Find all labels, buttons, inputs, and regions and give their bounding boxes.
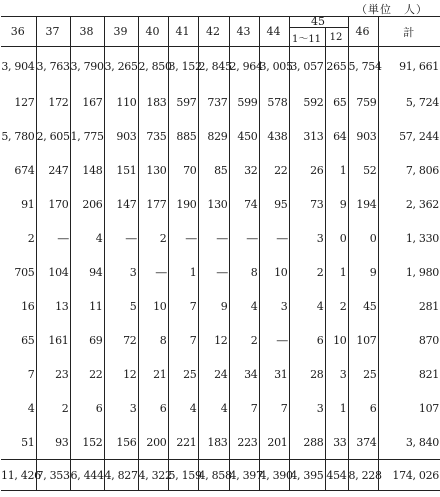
column-header: 36 bbox=[1, 17, 36, 47]
column-header: 39 bbox=[104, 17, 138, 47]
table-cell: 247 bbox=[36, 153, 70, 187]
table-row bbox=[1, 391, 440, 425]
table-cell: 6 bbox=[138, 391, 168, 425]
table-cell: 147 bbox=[104, 187, 138, 221]
table-cell: 903 bbox=[104, 119, 138, 153]
table-cell: 1 bbox=[325, 255, 348, 289]
table-cell: 3, 265 bbox=[104, 47, 138, 86]
table-cell: 130 bbox=[198, 187, 229, 221]
table-cell: 152 bbox=[70, 425, 104, 460]
table-cell: 190 bbox=[168, 187, 198, 221]
total-cell: 4, 390 bbox=[259, 460, 289, 491]
table-cell: 3 bbox=[104, 255, 138, 289]
table-cell: 130 bbox=[138, 153, 168, 187]
table-cell: 597 bbox=[168, 85, 198, 119]
table-cell: 578 bbox=[259, 85, 289, 119]
table-cell: 1 bbox=[168, 255, 198, 289]
table-cell: 65 bbox=[325, 85, 348, 119]
table-cell: ― bbox=[259, 323, 289, 357]
table-cell: 6 bbox=[348, 391, 378, 425]
table-row bbox=[1, 289, 440, 323]
table-cell: 93 bbox=[36, 425, 70, 460]
table-cell: 4 bbox=[70, 221, 104, 255]
table-cell: 172 bbox=[36, 85, 70, 119]
column-header: 44 bbox=[259, 17, 289, 47]
table-cell: 7, 806 bbox=[378, 153, 440, 187]
table-cell: 885 bbox=[168, 119, 198, 153]
table-cell: 1 bbox=[325, 153, 348, 187]
table-cell: 1, 980 bbox=[378, 255, 440, 289]
table-cell: 183 bbox=[138, 85, 168, 119]
table-row bbox=[1, 85, 440, 119]
table-cell: 0 bbox=[325, 221, 348, 255]
table-cell: 4 bbox=[289, 289, 325, 323]
total-cell: 4, 322 bbox=[138, 460, 168, 491]
table-cell: 13 bbox=[36, 289, 70, 323]
table-row bbox=[1, 187, 440, 221]
total-cell: 8, 228 bbox=[348, 460, 378, 491]
table-cell: 2, 605 bbox=[36, 119, 70, 153]
table-cell: 3, 057 bbox=[289, 47, 325, 86]
table-cell: 2, 850 bbox=[138, 47, 168, 86]
total-cell: 4, 397 bbox=[229, 460, 259, 491]
table-cell: 2, 362 bbox=[378, 187, 440, 221]
table-cell: 45 bbox=[348, 289, 378, 323]
table-cell: 599 bbox=[229, 85, 259, 119]
table-cell: 6 bbox=[289, 323, 325, 357]
table-cell: 7 bbox=[27, 367, 35, 381]
table-cell: ― bbox=[229, 221, 259, 255]
table-cell: 3 bbox=[104, 391, 138, 425]
table-cell: 5, 780 bbox=[1, 129, 35, 143]
table-cell: 34 bbox=[229, 357, 259, 391]
table-cell: 2 bbox=[229, 323, 259, 357]
table-cell: 0 bbox=[348, 221, 378, 255]
table-cell: 201 bbox=[259, 425, 289, 460]
table-cell: 3 bbox=[325, 357, 348, 391]
table-cell: 6 bbox=[70, 391, 104, 425]
table-cell: 170 bbox=[36, 187, 70, 221]
table-cell: 16 bbox=[21, 299, 35, 313]
table-cell: 829 bbox=[198, 119, 229, 153]
table-cell: 22 bbox=[259, 153, 289, 187]
table-cell: 7 bbox=[229, 391, 259, 425]
table-cell: 903 bbox=[348, 119, 378, 153]
table-cell: ― bbox=[259, 221, 289, 255]
table-cell: 4 bbox=[229, 289, 259, 323]
table-cell: ― bbox=[36, 221, 70, 255]
table-cell: ― bbox=[104, 221, 138, 255]
table-cell: 12 bbox=[198, 323, 229, 357]
table-cell: 5, 724 bbox=[378, 85, 440, 119]
total-row bbox=[1, 460, 440, 491]
table-cell: 70 bbox=[168, 153, 198, 187]
table-cell: 8 bbox=[229, 255, 259, 289]
total-cell: 7, 353 bbox=[36, 460, 70, 491]
table-cell: ― bbox=[198, 221, 229, 255]
table-cell: 705 bbox=[14, 265, 35, 279]
table-cell: 32 bbox=[229, 153, 259, 187]
table-cell: 2 bbox=[289, 255, 325, 289]
table-cell: 1, 775 bbox=[70, 119, 104, 153]
table-row bbox=[1, 153, 440, 187]
table-row bbox=[1, 119, 440, 153]
table-cell: 23 bbox=[36, 357, 70, 391]
table-cell: 10 bbox=[138, 289, 168, 323]
table-cell: ― bbox=[198, 255, 229, 289]
table-row bbox=[1, 221, 440, 255]
table-cell: 10 bbox=[259, 255, 289, 289]
column-header: 40 bbox=[138, 17, 168, 47]
table-cell: 5, 754 bbox=[348, 47, 378, 86]
table-cell: 3, 840 bbox=[378, 425, 440, 460]
table-cell: 3, 763 bbox=[36, 47, 70, 86]
table-cell: 821 bbox=[378, 357, 440, 391]
table-row bbox=[1, 255, 440, 289]
table-cell: 21 bbox=[138, 357, 168, 391]
table-cell: 12 bbox=[104, 357, 138, 391]
table-cell: 438 bbox=[259, 119, 289, 153]
table-cell: 3, 904 bbox=[1, 59, 35, 73]
table-cell: 72 bbox=[104, 323, 138, 357]
table-cell: 9 bbox=[348, 255, 378, 289]
table-cell: 8 bbox=[138, 323, 168, 357]
table-cell: 735 bbox=[138, 119, 168, 153]
total-cell: 174, 026 bbox=[378, 460, 440, 491]
table-cell: 95 bbox=[259, 187, 289, 221]
table-cell: 3, 005 bbox=[259, 47, 289, 86]
column-header: 46 bbox=[348, 17, 378, 47]
table-cell: 4 bbox=[27, 401, 35, 415]
table-cell: 156 bbox=[104, 425, 138, 460]
table-cell: 281 bbox=[378, 289, 440, 323]
table-cell: 25 bbox=[168, 357, 198, 391]
table-cell: 24 bbox=[198, 357, 229, 391]
table-row bbox=[1, 425, 440, 460]
total-cell: 4, 858 bbox=[198, 460, 229, 491]
table-cell: 1, 330 bbox=[378, 221, 440, 255]
table-cell: 2 bbox=[138, 221, 168, 255]
table-cell: 183 bbox=[198, 425, 229, 460]
table-cell: 7 bbox=[168, 323, 198, 357]
table-cell: 151 bbox=[104, 153, 138, 187]
table-cell: 31 bbox=[259, 357, 289, 391]
table-cell: 313 bbox=[289, 119, 325, 153]
table-cell: 674 bbox=[14, 163, 35, 177]
statistics-table bbox=[1, 16, 440, 491]
table-cell: 2, 964 bbox=[229, 47, 259, 86]
table-cell: 26 bbox=[289, 153, 325, 187]
table-cell: 3 bbox=[289, 391, 325, 425]
table-cell: 737 bbox=[198, 85, 229, 119]
table-cell: 5 bbox=[104, 289, 138, 323]
total-cell: 11, 426 bbox=[1, 460, 36, 491]
table-cell: 3, 790 bbox=[70, 47, 104, 86]
table-cell: 73 bbox=[289, 187, 325, 221]
table-cell: 69 bbox=[70, 323, 104, 357]
sub-column-header: 12 bbox=[325, 28, 348, 47]
table-cell: 2 bbox=[325, 289, 348, 323]
table-cell: 10 bbox=[325, 323, 348, 357]
table-body bbox=[1, 47, 440, 491]
table-cell: 85 bbox=[198, 153, 229, 187]
table-cell: 127 bbox=[14, 95, 35, 109]
table-cell: 91, 661 bbox=[378, 47, 440, 86]
table-cell: 110 bbox=[104, 85, 138, 119]
table-cell: 592 bbox=[289, 85, 325, 119]
table-cell: 104 bbox=[36, 255, 70, 289]
table-cell: 148 bbox=[70, 153, 104, 187]
table-cell: 2 bbox=[27, 231, 35, 245]
table-cell: 107 bbox=[378, 391, 440, 425]
table-cell: 265 bbox=[325, 47, 348, 86]
total-cell: 6, 444 bbox=[70, 460, 104, 491]
table-cell: 221 bbox=[168, 425, 198, 460]
column-header: 43 bbox=[229, 17, 259, 47]
table-cell: 57, 244 bbox=[378, 119, 440, 153]
table-cell: 65 bbox=[21, 333, 35, 347]
table-row bbox=[1, 47, 440, 86]
table-cell: ― bbox=[138, 255, 168, 289]
table-cell: 167 bbox=[70, 85, 104, 119]
table-cell: 2 bbox=[36, 391, 70, 425]
table-cell: 7 bbox=[168, 289, 198, 323]
table-cell: ― bbox=[168, 221, 198, 255]
table-cell: 3 bbox=[289, 221, 325, 255]
table-cell: 9 bbox=[198, 289, 229, 323]
column-header-total: 計 bbox=[378, 17, 440, 47]
table-cell: 200 bbox=[138, 425, 168, 460]
table-cell: 4 bbox=[168, 391, 198, 425]
table-cell: 223 bbox=[229, 425, 259, 460]
total-cell: 4, 827 bbox=[104, 460, 138, 491]
table-row bbox=[1, 323, 440, 357]
total-cell: 4, 395 bbox=[289, 460, 325, 491]
table-cell: 94 bbox=[70, 255, 104, 289]
table-cell: 2, 845 bbox=[198, 47, 229, 86]
header-row bbox=[1, 17, 440, 28]
table-cell: 870 bbox=[378, 323, 440, 357]
table-cell: 64 bbox=[325, 119, 348, 153]
table-cell: 450 bbox=[229, 119, 259, 153]
table-cell: 161 bbox=[36, 323, 70, 357]
table-cell: 1 bbox=[325, 391, 348, 425]
table-cell: 52 bbox=[348, 153, 378, 187]
table-cell: 194 bbox=[348, 187, 378, 221]
unit-note: （単位 人） bbox=[356, 3, 428, 16]
table-cell: 4 bbox=[198, 391, 229, 425]
column-group-header-45: 45 bbox=[289, 17, 348, 28]
total-cell: 454 bbox=[325, 460, 348, 491]
total-cell: 5, 159 bbox=[168, 460, 198, 491]
table-cell: 206 bbox=[70, 187, 104, 221]
column-header: 42 bbox=[198, 17, 229, 47]
table-cell: 3, 152 bbox=[168, 47, 198, 86]
table-cell: 288 bbox=[289, 425, 325, 460]
table-row bbox=[1, 357, 440, 391]
table-cell: 7 bbox=[259, 391, 289, 425]
table-cell: 177 bbox=[138, 187, 168, 221]
table-cell: 759 bbox=[348, 85, 378, 119]
table-cell: 25 bbox=[348, 357, 378, 391]
table-cell: 22 bbox=[70, 357, 104, 391]
table-cell: 3 bbox=[259, 289, 289, 323]
table-cell: 74 bbox=[229, 187, 259, 221]
table-cell: 51 bbox=[21, 435, 35, 449]
column-header: 38 bbox=[70, 17, 104, 47]
table-cell: 9 bbox=[325, 187, 348, 221]
table-cell: 11 bbox=[70, 289, 104, 323]
column-header: 41 bbox=[168, 17, 198, 47]
column-header: 37 bbox=[36, 17, 70, 47]
table-cell: 374 bbox=[348, 425, 378, 460]
table-cell: 91 bbox=[21, 197, 35, 211]
table-cell: 33 bbox=[325, 425, 348, 460]
sub-column-header: 1～11 bbox=[289, 28, 325, 47]
table-cell: 28 bbox=[289, 357, 325, 391]
table-cell: 107 bbox=[348, 323, 378, 357]
